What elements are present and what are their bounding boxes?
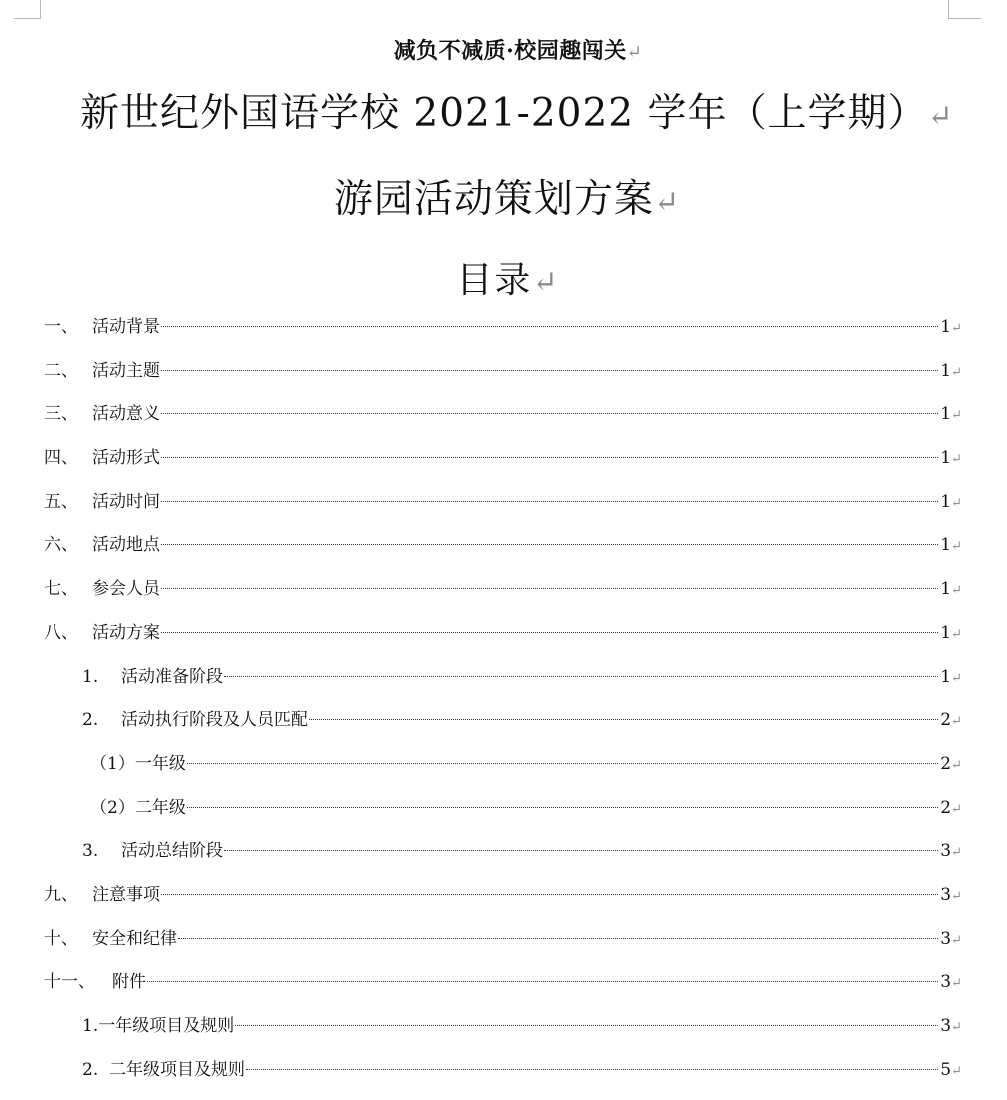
paragraph-mark-icon: ↵: [951, 452, 962, 468]
toc-dot-leader: [161, 632, 938, 633]
subtitle-text: 减负不减质·校园趣闯关: [393, 38, 627, 64]
toc-dot-leader: [161, 457, 938, 458]
toc-entry-label: 1.一年级项目及规则: [82, 1016, 235, 1036]
paragraph-mark-icon: ↵: [951, 670, 962, 686]
toc-entry-number: 2.: [82, 710, 99, 731]
toc-dot-leader: [147, 981, 938, 982]
toc-page-number: 1: [940, 404, 952, 425]
toc-entry-number: 一、: [44, 317, 78, 337]
toc-page-number: 1: [940, 317, 952, 337]
title-line-1-text: 新世纪外国语学校 2021-2022 学年（上学期）: [80, 91, 928, 136]
toc-page-number: 2: [940, 753, 952, 774]
paragraph-mark-icon: ↵: [951, 888, 962, 904]
toc-dot-leader: [161, 413, 938, 414]
toc-dot-leader: [187, 807, 938, 808]
paragraph-mark-icon: ↵: [951, 714, 962, 730]
toc-page-number: 3: [940, 841, 952, 862]
toc-entry-label: 活动背景: [92, 317, 160, 337]
toc-entry-attachments[interactable]: [44, 968, 962, 1012]
paragraph-mark-icon: ↵: [927, 99, 954, 134]
toc-page-number: 1: [940, 491, 952, 512]
toc-dot-leader: [246, 1069, 938, 1070]
crop-mark-top-left: [14, 0, 41, 19]
toc-entry-number: 六、: [44, 535, 78, 556]
paragraph-mark-icon: ↵: [951, 757, 962, 773]
toc-entry-number: 二、: [44, 360, 78, 381]
toc-entry-number: 四、: [44, 448, 78, 469]
toc-entry-grade-two[interactable]: [44, 794, 962, 838]
toc-entry-label: 参会人员: [92, 579, 160, 600]
toc-entry-number: 八、: [44, 622, 78, 643]
toc-page-number: 3: [940, 972, 952, 993]
toc-entry-grade-one[interactable]: [44, 750, 962, 794]
toc-entry-activity-theme[interactable]: [44, 357, 962, 401]
toc-page-number: 1: [940, 448, 952, 469]
toc-entry-activity-plan[interactable]: [44, 619, 962, 663]
toc-dot-leader: [161, 326, 938, 327]
toc-entry-label: （1）一年级: [90, 753, 186, 774]
toc-page-number: 3: [940, 928, 952, 949]
toc-entry-label: （2）二年级: [90, 797, 186, 818]
toc-page-number: 5: [940, 1059, 952, 1080]
toc-page-number: 1: [940, 579, 952, 600]
toc-entry-label: 2. 二年级项目及规则: [82, 1059, 246, 1080]
paragraph-mark-icon: ↵: [951, 495, 962, 511]
paragraph-mark-icon: ↵: [951, 583, 962, 599]
paragraph-mark-icon: ↵: [951, 845, 962, 861]
paragraph-mark-icon: ↵: [951, 1020, 962, 1035]
toc-entry-activity-significance[interactable]: [44, 400, 962, 444]
toc-page-number: 2: [940, 710, 952, 731]
toc-page-number: 3: [940, 1016, 952, 1036]
toc-entry-number: 三、: [44, 404, 78, 425]
toc-dot-leader: [178, 938, 938, 939]
toc-entry-safety-discipline[interactable]: [44, 925, 962, 969]
toc-entry-label: 活动时间: [92, 491, 160, 512]
paragraph-mark-icon: ↵: [951, 364, 962, 380]
toc-dot-leader: [235, 1025, 938, 1026]
toc-entry-number: 十、: [44, 928, 78, 949]
paragraph-mark-icon: ↵: [951, 1063, 962, 1079]
crop-mark-top-right: [948, 0, 981, 19]
toc-page-number: 1: [940, 666, 952, 687]
toc-entry-summary-phase[interactable]: [44, 837, 962, 881]
document-subtitle: [0, 34, 1007, 65]
toc-entry-label: 活动执行阶段及人员匹配: [121, 710, 308, 731]
toc-entry-preparation-phase[interactable]: [44, 663, 962, 707]
paragraph-mark-icon: ↵: [626, 42, 643, 63]
toc-entry-number: 1.: [82, 666, 99, 687]
toc-heading: [0, 252, 1007, 303]
toc-entry-label: 活动地点: [92, 535, 160, 556]
toc-dot-leader: [161, 544, 938, 545]
toc-entry-label: 活动总结阶段: [121, 841, 223, 862]
toc-entry-activity-format[interactable]: [44, 444, 962, 488]
paragraph-mark-icon: ↵: [951, 539, 962, 555]
toc-page-number: 1: [940, 360, 952, 381]
toc-entry-number: 五、: [44, 491, 78, 512]
toc-page-number: 1: [940, 622, 952, 643]
paragraph-mark-icon: ↵: [951, 932, 962, 948]
toc-entry-label: 活动形式: [92, 448, 160, 469]
toc-dot-leader: [161, 894, 938, 895]
toc-entry-label: 附件: [112, 972, 146, 993]
paragraph-mark-icon: ↵: [951, 976, 962, 992]
toc-entry-participants[interactable]: [44, 575, 962, 619]
toc-entry-execution-phase[interactable]: [44, 706, 962, 750]
toc-entry-grade-two-rules[interactable]: [44, 1056, 962, 1100]
toc-entry-number: 十一、: [44, 972, 95, 993]
document-title-line-2: [0, 168, 1007, 224]
paragraph-mark-icon: ↵: [653, 185, 681, 220]
toc-page-number: 1: [940, 535, 952, 556]
toc-entry-activity-location[interactable]: [44, 531, 962, 575]
toc-entry-label: 活动准备阶段: [121, 666, 223, 687]
toc-entry-label: 活动意义: [92, 404, 160, 425]
toc-page-number: 3: [940, 884, 952, 905]
toc-entry-number: 七、: [44, 579, 78, 600]
toc-dot-leader: [161, 370, 938, 371]
title-line-2-text: 游园活动策划方案: [333, 177, 654, 222]
toc-entry-number: 九、: [44, 884, 78, 905]
toc-dot-leader: [161, 501, 938, 502]
toc-entry-label: 安全和纪律: [92, 928, 177, 949]
toc-heading-text: 目录: [456, 260, 533, 301]
toc-dot-leader: [224, 850, 938, 851]
toc-entry-label: 活动主题: [92, 360, 160, 381]
toc-entry-activity-time[interactable]: [44, 488, 962, 532]
toc-entry-label: 注意事项: [92, 884, 160, 905]
document-title-line-1: [80, 82, 954, 138]
paragraph-mark-icon: ↵: [951, 801, 962, 817]
toc-entry-label: 活动方案: [92, 622, 160, 643]
toc-dot-leader: [187, 763, 938, 764]
table-of-contents: [44, 313, 962, 1099]
toc-entry-grade-one-rules[interactable]: [44, 1012, 962, 1056]
toc-dot-leader: [161, 588, 938, 589]
toc-page-number: 2: [940, 797, 952, 818]
toc-dot-leader: [309, 719, 938, 720]
toc-entry-number: 3.: [82, 841, 99, 862]
toc-entry-activity-background[interactable]: [44, 313, 962, 357]
paragraph-mark-icon: ↵: [951, 626, 962, 642]
paragraph-mark-icon: ↵: [951, 408, 962, 424]
toc-entry-precautions[interactable]: [44, 881, 962, 925]
paragraph-mark-icon: ↵: [951, 321, 962, 336]
toc-dot-leader: [224, 676, 938, 677]
paragraph-mark-icon: ↵: [532, 265, 560, 300]
